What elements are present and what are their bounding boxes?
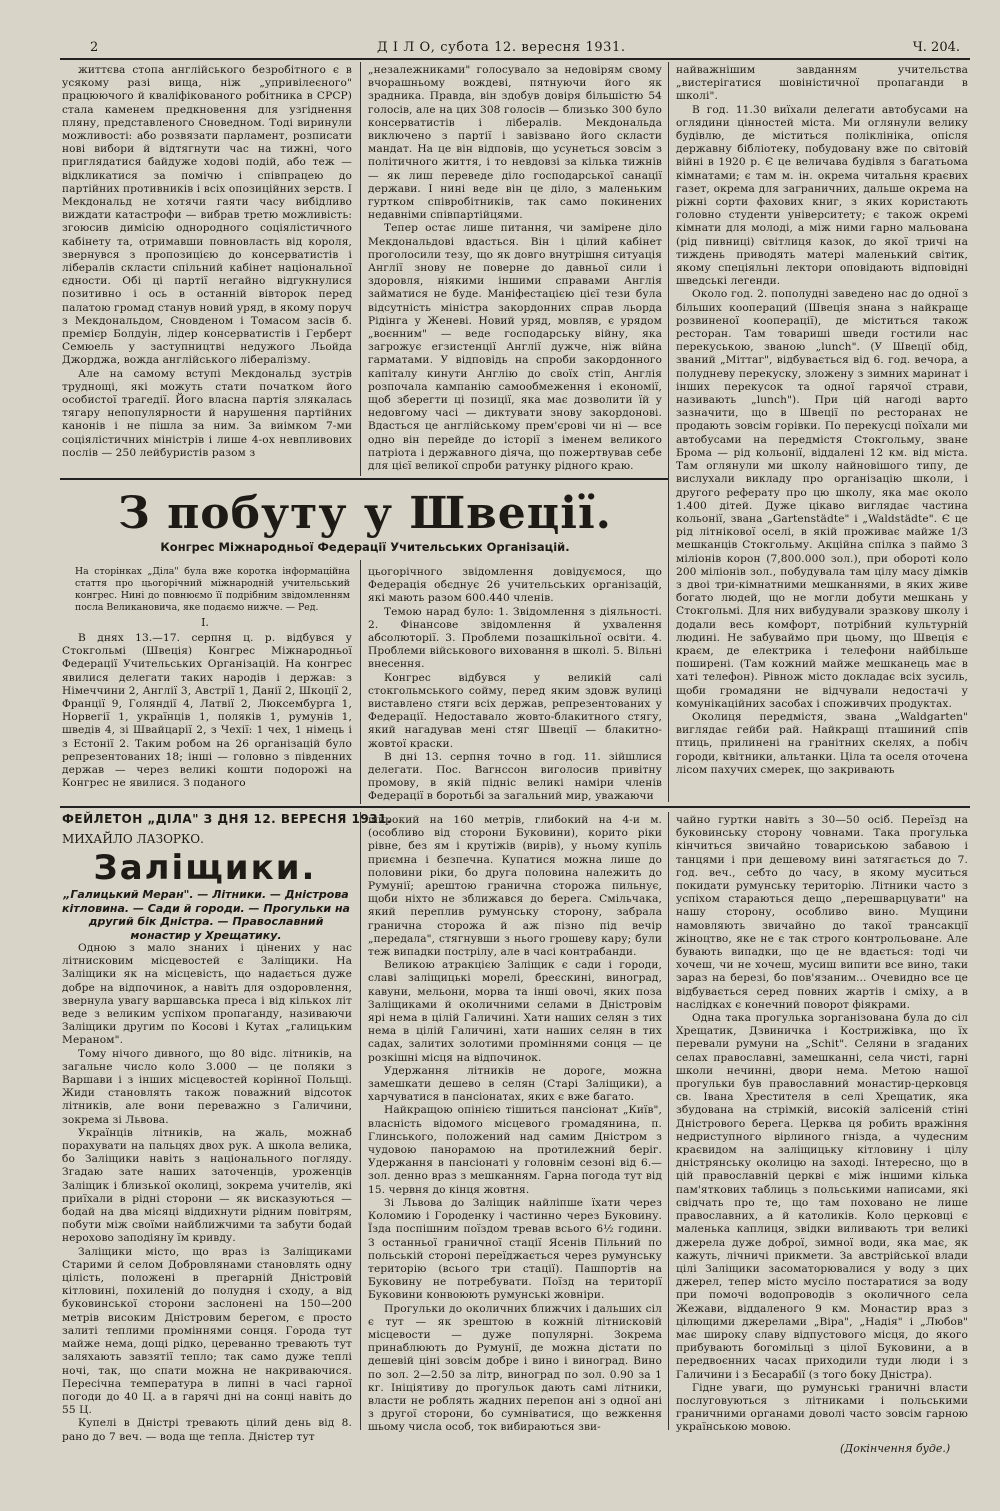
paragraph: Одна така прогулька зорганізована була до сіл Хрещатик, Дзвиничка і Кострижівка, що їх перевали румуни на „Schit". Селяни в згаданих селах православні, замешканні, села чисті, гарні школи нечинні, двори нема. Метою нашої прогульки був православний монастир-церковця св. Івана Хрестителя в селі Хрещатик, яка збудована на стрімкій, високій залісеній стіні Дністрового берега. Церква ця робить вражіння недриступного вірлиного гнізда, а чудесним краєвидом на заліщицьку кітловину і цілу дністрянську околицю на заході. Інтересно, що в цій православній церкві є між іншими кілька пам'яткових таблиць з польськими написами, які свідчать про те, що там поховано не лише православних, а й католиків. Коло церковці є маленька каплиця, звідки виливають три великі джерела дуже доброї, зимної води, яка має, як кажуть, лічничі прикмети. За австрійської влади цілі Заліщики засоматорювалися у воду з цих джерел, тепер місто мусіло постаратися за воду при помочі водопроводів з околичного села Жежави, віддаленого 9 км. Монастир враз з цілющими джерелами „Віра", „Надія" і „Любов" має широку славу відпустового місця, до якого прибувають богомільці з цілої Буковини, а в передвоєнних часах приходили туди люди і з Галичини і з Бесарабії (з того боку Дністра). (676, 1012, 968, 1381)
paragraph: чайно гуртки навіть з 30—50 осіб. Переїзд на буковинську сторону човнами. Така прогулька кінчиться звичайно товариською забавою і танцями і при дешевому вині затягається до 7. год. веч., себто до часу, в якому муситься покидати румунську територію. Літники часто з успіхом стараються дещо „перешварцувати" на нашу сторону, особливо вино. Мущини намовляють звичайно до такої трансакції жіноцтво, яке не є так строго контрольоване. Але бувають випадки, що це не вдається: тоді чи хочеш, чи не хочеш, мусиш випити все вино, таки зараз на березі, бо пов'язаним... Очевидно все це відбувається серед повних жартів і сміху, а в наслідках є конечний поворот фіякрами. (676, 814, 968, 1011)
feuilleton-heading: ФЕЙЛЕТОН „ДІЛА" З ДНЯ 12. ВЕРЕСНЯ 1931. (62, 812, 392, 826)
column-divider (360, 62, 361, 476)
article-subtitle: Конгрес Міжнародньої Федерації Учительських Організацій. (160, 540, 570, 554)
feuilleton-subtitle: „Галицький Меран". — Літники. — Дністрова кітловина. — Сади й городи. — Прогульки на другий бік Дністра. — Православний монастир у Хрещатику. (62, 888, 350, 942)
feuilleton-column-1 (62, 942, 352, 1443)
paragraph: Около год. 2. пополудні заведено нас до одної з більших коопераций (Швеція знана з найкраще розвиненої кооперації), де міститься також ресторан. Там товариші шведи гостили нас перекуською, званою „lunch". (У Швеції обід, званий „Міттаг", відбувається від 6. год. вечора, а полудневу перекуску, зложену з зимних маринат і інших перекусок та одної гарячої страви, називають „lunch"). При цій нагоді варто зазначити, що в Швеції по ресторанах не продають зовсім горівки. По перекусці поїхали ми автобусами на передмістя Стокгольму, зване Брома — рід кольонії, віддалені 12 км. від міста. Там оглянули ми школу найновішого типу, де вислухали викладу про організацію школи, і другого реферату про цю школу, яка має около 1.400 дітей. Дуже цікаво виглядає частина кольонії, звана „Gartenstädte" і „Waldstädte". Є це рід літнікової оселі, в якій проживає майже 1/3 мешканців Стокгольму. Акційна спілка з паймо 3 міліонів корон (7,800.000 зол.), при обороті коло 200 міліонів зол., побудувала там цілу масу дімків з двоі три-кімнатними мешканнями, в яких живе богато людей, що не могли добути мешкань у Стокгольмі. Для них вибудували зразкову школу і додали весь комфорт, потрібний культурній людині. Не забуваймо при цьому, що Швеція є краєм, де електрика і телефони найбільше поширені. (Там кожний майже мешканець має в хаті телефон). Рівнож місто докладає всіх зусиль, щоби громадяни не відчували недостачі у комунікаційних засобах і споживчих продуктах. (676, 288, 968, 710)
paragraph: Але на самому вступі Мекдональд зустрів труднощі, які можуть стати початком його особистої трагедії. Його власна партія злякалась тягару непопулярности й нарушення партійних канонів і не пішла за ним. За виімком 7-ми соціялістичних міністрів і лише 4-ох невпливових послів — 250 лейбуристів разом з (62, 367, 352, 459)
column-divider (360, 812, 361, 1430)
paragraph: В днях 13.—17. серпня ц. р. відбувся у Стокгольмі (Швеція) Конгрес Міжнародньої Федерації Учительських Організацій. На конгрес явилися делегати таких народів і держав: з Німеччини 2, Англії 3, Австрії 1, Данії 2, Шкоції 2, Франції 9, Голяндії 4, Латвії 2, Люксембурга 1, Норвегії 1, українців 1, поляків 1, румунів 1, шведів 4, зі Швайцарії 2, з Чехії: 1 чех, 1 німець і з Естонії 2. Таким робом на 26 організацій було репрезентованих 18; інші — головно з південних держав — через великі кошти подорожі на Конгрес не явилися. З поданого (62, 632, 352, 790)
paragraph: Удержання літників не дороге, можна замешкати дешево в селян (Старі Заліщики), а харчуватися в пансіонатах, яких є вже багато. (368, 1064, 662, 1104)
masthead: Д І Л О, субота 12. вересня 1931. (377, 40, 626, 55)
feuilleton-title: Заліщики. (93, 848, 317, 888)
paragraph: широкий на 160 метрів, глибокий на 4-и м. (особливо від сторони Буковини), корито ріки рівне, без ям і крутіжів (вирів), у ньому купіль приємна і безпечна. Купатися можна лише до половини ріки, бо друга половина належить до Румунії; арештою гранична сторожа пильнує, щоби ніхто не зближався до берега. Смільчака, який переплив румунську сторону, забрала гранична сторожа й аж пізно під вечір „передала", стягнувши з нього грошеву кару; були теж випадки пострілу, але в часі контрабанди. (368, 814, 662, 959)
paragraph: цьогорічного звідомлення довідуємося, що Федерація обєднує 26 учительських організацій, які мають разом 600.440 членів. (368, 566, 662, 605)
column-divider (668, 812, 669, 1430)
issue-number: Ч. 204. (912, 40, 960, 55)
editor-note: На сторінках „Діла" була вже коротка інформаційна стаття про цьогорічний міжнародній учительський конгрес. Нині до повнюємо її подрібним звідомленням посла Великановича, яке подаємо нижче. — Ред. (75, 566, 350, 613)
paragraph: Українців літників, на жаль, можнаб порахувати на пальцях двох рук. А школа велика, бо Заліщики навіть з національного погляду. Згадаю зате наших заточенців, уроженців Заліщик і близької околиці, зокрема учителів, які приїхали в рідні сторони — як висказуються — бодай на два місяці віддихнути рідним повітрям, побути між своїми найближчими та забути бодай нерохово заподіяну їм кривду. (62, 1126, 352, 1245)
page-number: 2 (90, 40, 99, 55)
paragraph: Тому нічого дивного, що 80 відс. літників, на загальне число коло 3.000 — це поляки з Варшави і з інших місцевостей корінної Польщі. Жиди становлять також поважний відсоток літників, але вони переважно з Галичини, зокрема зі Львова. (62, 1047, 352, 1126)
column-divider (360, 560, 361, 804)
paragraph: Великою атракцією Заліщик є сади і городи, славі заліщицькі морелі, бреєскині, виноград, кавуни, мельони, морва та інші овочі, яких поза Заліщиками й околичними селами в Дністровім ярі нема в цілій Галичині. Хати наших селян з тих нема в цілій Галичині, хати наших селян в тих садах, залитих золотими проміннями сонця — це розкішні місця на відпочинок. (368, 959, 662, 1064)
paragraph: Темою нарад було: 1. Звідомлення з діяльності. 2. Фінансове звідомлення й ухвалення абсолюторії. 3. Проблеми позашкільної освіти. 4. Проблеми військового виховання в школі. 5. Вільні внесення. (368, 605, 662, 671)
section-rule (60, 478, 668, 480)
paragraph: В дні 13. серпня точно в год. 11. зійшлися делегати. Пос. Вагнссон виголосив привітну промову, в якій підніс великі наміри членів Федерації в боротьбі за загальний мир, уважаючи (368, 750, 662, 803)
paragraph: В год. 11.30 виїхали делегати автобусами на оглядини цінностей міста. Ми оглянули велику будівлю, де міститься поліклініка, опісля державну бібліотеку, побудовану вже по світовій війні в 1920 р. Є це величава будівля з багатьома кімнатами; є там м. ін. окрема читальня краєвих газет, окрема для заграничних, дальше окрема на ріжні сорти фахових книг, з яких користають головно студенти університету; є також окремі кімнати для молоді, а між ними гарно мальована (рід пивниці) світлиця казок, до якої тричі на тиждень приводять матері маленький світик, якому спеціяльні лектори оповідають відповідні шведські легенди. (676, 103, 968, 288)
page-header (62, 38, 968, 60)
paragraph: Прогульки до околичних ближчих і дальших сіл є тут — як зрештою в кожній літнисковій місцевости — дуже популярні. Зокрема принаблюють до Румунії, де можна дістати по дешевій ціні зовсім добре і вино і виноград. Вино по зол. 2—2.50 за літр, виноград по зол. 0.90 за 1 кг. Ініціятиву до прогульок дають самі літники, власти не роблять жадних перепон ані з одної ані з другої сторони, бо сумніватися, що вежкення шьому числа особ, ток вибираються зви- (368, 1302, 662, 1434)
feuilleton-column-2 (368, 814, 662, 1434)
paragraph: Заліщики місто, що враз із Заліщиками Старими й селом Добровлянами становлять одну цілість, положені в прегарній Дністровій кітловині, похиленій до полудня і сходу, а від буковинської сторони заслонені на 150—200 метрів високим Дністровим берегом, є просто залиті теплими проміннями сонця. Города тут майже нема, дощі рідко, цереванно тревають тут заляхають завзятії тепло; так само дуже теплі ночі, так, що спати можна не накриваючися. Пересічна температура в липні в часі гарної погоди до 40 Ц. а в гарячі дні на сонці навіть до 55 Ц. (62, 1245, 352, 1417)
top-column-3 (676, 64, 968, 802)
top-column-2 (368, 64, 662, 474)
feuilleton-rule (60, 806, 970, 808)
paragraph: Околиця передмістя, звана „Waldgarten" виглядає гейби рай. Найкращі пташиний спів птиць, прилинені на гранітних скелях, а побіч городи, квітники, альтанки. Ціла та оселя оточена лісом пахучих смерек, що закривають (676, 710, 968, 776)
header-rule (60, 58, 970, 60)
continuation-note: (Докінчення буде.) (840, 1442, 951, 1455)
paragraph: Конгрес відбувся у великій салі стокгольмського сойму, перед яким здовж вулиці виставлено стяги всіх держав, репрезентованих у Федерації. Недоставало жовто-блакитного стягу, який нагадував мені стяг Швеції — блакитно-жовтої краски. (368, 671, 662, 750)
paragraph: Тепер остає лише питання, чи замірене діло Мекдональдові вдасться. Він і цілий кабінет проголосили тезу, що як довго внутрішня ситуація Англії знову не поверне до давньої сили і здоровля, ніякими іншими справами Англія займатися не буде. Маніфестацією цієї тези була відсутність міністра закордонних справ льорда Рідінга у Женеві. Новий уряд, мовляв, є урядом „воєнним" — веде господарську війну, яка загрожує егзистенції Англії дужче, ніж війна гарматами. У відповідь на спроби закордонного капіталу кинути Англію до своїх стіп, Англія розпочала кампанію самообмеження і економії, щоб зберегти ці позиції, яка має дозволити їй у недовгому часі — диктувати знову закордонові. Вдасться це англійському прем'єрові чи ні — все одно він перейде до історії з іменем великого патріота і державного діяча, що пожертвував себе для цієї великої спроби ратунку рідного краю. (368, 222, 662, 473)
paragraph: Одною з мало знаних і цінених у нас літнисковим місцевостей є Заліщики. На Заліщики як на місцевість, що надається дуже добре на відпочинок, а навіть для оздоровлення, звернула увагу варшавська преса і від кількох літ веде з великим успіхом пропаганду, називаючи Заліщики другим по Косові і Кутах „галицьким Мераном". (62, 942, 352, 1047)
article-column-1 (62, 632, 352, 804)
article-column-2 (368, 566, 662, 804)
section-number: I. (201, 616, 209, 629)
paragraph: життєва стопа англійського безробітного є в усякому разі вища, ніж „упривілеєного" працюючого й кваліфікованого робітника в СРСР) стала каменем предкновення для узгіднення пляну, представленого Сноведном. Тоді виринули можливості: або розвязати парламент, розписати нові вибори й відтягнути час на тижні, чого приглядатися байдуже ходові подій, або теж — відкликатися за помічю і співпрацею до партійних противників і всіх опозиційних зерств. І Мекдональд не хотячи гаяти часу вибідливо виждати катастрофи — вибрав третю можливість: згоюсив димісію однородного соціялістичного кабінету та, отримавши повновласть від короля, звернувся з пропозицією до консерватистів і лібералів скласти спільний кабінет національної єдности. Обі ці партії негайно відгукнулися позитивно і ось в останній вівторок перед палатою громад станув новий уряд, в якому поруч з Мекдональдом, Сновденом і Томасом засів б. премієр Болдуін, лідер консерватистів і Герберт Семюель у заступництві недужого Льойда Джорджа, вожда англійського лібералізму. (62, 64, 353, 367)
paragraph: Купелі в Дністрі тревають цілий день від 8. рано до 7 веч. — вода ще тепла. Дністер тут (62, 1417, 352, 1443)
paragraph: Найкращою опінією тішиться пансіонат „Київ", власність відомого місцевого громадянина, п. Глинського, положений над самим Дністром з чудовою панорамою на протилежний беріг. Удержання в пансіонаті у головнім сезоні від 6.— зол. денно враз з мешканням. Гарна погода тут від 15. червня до кінця жовтня. (368, 1104, 662, 1196)
author-name: МИХАЙЛО ЛАЗОРКО. (62, 832, 204, 846)
paragraph: найважнішим завданням учительства „вистерігатися шовіністичної пропаганди в школі". (676, 64, 968, 103)
top-column-1 (62, 64, 352, 474)
paragraph: Гідне уваги, що румунські граничні власти послуговуються з літниками і польськими граничними органами доволі часто зовсім гарною українською мовою. (676, 1381, 968, 1434)
column-divider (668, 62, 669, 802)
paragraph: Зі Львова до Заліщик найліпше їхати через Коломию і Городенку і частинно через Буковину. Їзда поспішним поїздом тревав всього 6½ години. З останньої граничної стації Ясенів Пільний по польській стороні переїджається через румунську територію (всього три стації). Пашпортів на Буковину не потребувати. Поїзд на території Буковини конвоюють румунські жовніри. (368, 1196, 662, 1302)
paragraph: „незалежниками" голосувало за недовірям свому вчорашньому вождеві, пятнуючи його як зрадника. Правда, він здобув довіря більшістю 54 голосів, але на цих 308 голосів — близько 300 було консерватистів і лібералів. Мекдональда виключено з партії і завізвано його скласти мандат. На це він відповів, що усунеться зовсім з політичного життя, і то невдовзі за кілька тижнів — як лиш переведе діло господарської санації держави. І нині веде він це діло, з маленьким гуртком співробітників, так само покинених недавніми співпартійцями. (368, 64, 662, 222)
article-title: З побуту у Швеції. (118, 488, 612, 539)
feuilleton-column-3 (676, 814, 968, 1440)
